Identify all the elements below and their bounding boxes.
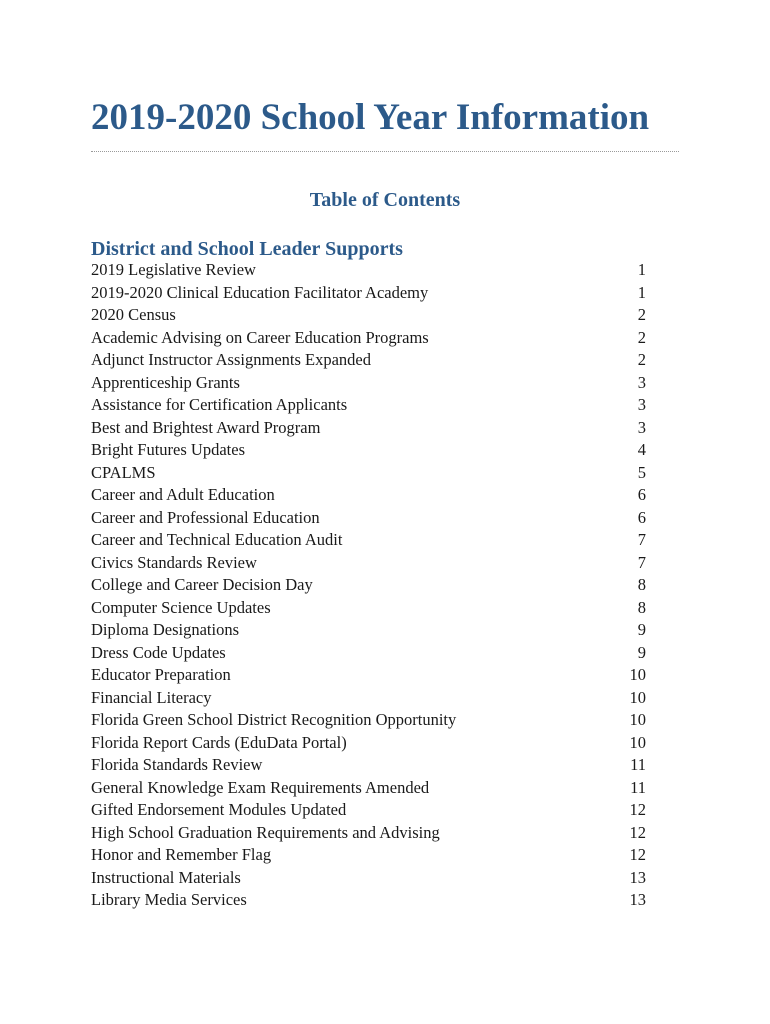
toc-entry[interactable] — [91, 484, 646, 507]
toc-entry-page-number: 11 — [630, 777, 646, 797]
toc-entry-label[interactable]: Florida Green School District Recognition Opportunity — [91, 710, 457, 729]
toc-entry-label[interactable]: Gifted Endorsement Modules Updated — [91, 800, 347, 819]
toc-entry[interactable] — [91, 349, 646, 372]
toc-entry-label[interactable]: Computer Science Updates — [91, 597, 271, 617]
toc-entry-label[interactable]: Florida Standards Review — [91, 755, 263, 774]
toc-heading: Table of Contents — [309, 189, 461, 211]
toc-entry-page-number: 10 — [629, 687, 646, 707]
toc-entry-page-number: 8 — [637, 575, 646, 594]
toc-entry-page-number: 3 — [637, 395, 646, 414]
toc-entry-label[interactable]: Educator Preparation — [91, 665, 231, 684]
toc-entry[interactable] — [91, 889, 646, 912]
toc-entry[interactable] — [91, 619, 646, 642]
toc-entry[interactable] — [91, 327, 646, 350]
toc-entry-label[interactable]: Library Media Services — [91, 890, 247, 909]
toc-entry[interactable] — [91, 507, 646, 530]
toc-entry-page-number: 2 — [637, 350, 646, 369]
toc-entry-label[interactable]: Florida Report Cards (EduData Portal) — [91, 732, 347, 752]
toc-entry-label[interactable]: Best and Brightest Award Program — [91, 417, 321, 437]
toc-entry-page-number: 5 — [637, 462, 646, 482]
toc-entry-label[interactable]: Career and Technical Education Audit — [91, 530, 343, 549]
toc-entry-label[interactable]: 2019-2020 Clinical Education Facilitator Academy — [91, 282, 429, 302]
toc-entry-page-number: 12 — [629, 822, 646, 842]
toc-entry-page-number: 1 — [637, 260, 646, 279]
toc-entry[interactable] — [91, 754, 646, 777]
toc-entry-page-number: 8 — [637, 597, 646, 617]
toc-entry-page-number: 6 — [637, 485, 646, 504]
toc-entry-label[interactable]: CPALMS — [91, 462, 156, 482]
toc-entry-page-number: 12 — [629, 800, 646, 819]
toc-entry[interactable] — [91, 259, 646, 282]
toc-entry-page-number: 12 — [629, 845, 646, 864]
toc-entry-page-number: 6 — [637, 507, 646, 527]
toc-entry-page-number: 13 — [629, 867, 646, 887]
toc-entry[interactable] — [91, 417, 646, 440]
toc-entry-label[interactable]: High School Graduation Requirements and Advising — [91, 822, 440, 842]
toc-entry-page-number: 9 — [637, 620, 646, 639]
toc-entry-label[interactable]: General Knowledge Exam Requirements Amended — [91, 777, 430, 797]
toc-entry[interactable] — [91, 777, 646, 800]
toc-entry-label[interactable]: Academic Advising on Career Education Programs — [91, 327, 429, 347]
toc-entry-label[interactable]: Adjunct Instructor Assignments Expanded — [91, 350, 372, 369]
toc-entry-label[interactable]: Career and Adult Education — [91, 485, 275, 504]
toc-entry[interactable] — [91, 709, 646, 732]
toc-entry-page-number: 3 — [637, 372, 646, 392]
toc-entry[interactable] — [91, 687, 646, 710]
toc-entry-page-number: 10 — [629, 710, 646, 729]
toc-entry-label[interactable]: Assistance for Certification Applicants — [91, 395, 348, 414]
toc-entry[interactable] — [91, 574, 646, 597]
toc-entry-page-number: 9 — [637, 642, 646, 662]
toc-entry-page-number: 7 — [637, 530, 646, 549]
title-divider — [91, 151, 679, 152]
toc-entry[interactable] — [91, 529, 646, 552]
toc-entry-page-number: 10 — [629, 665, 646, 684]
section-heading[interactable]: District and School Leader Supports — [91, 238, 403, 260]
toc-entry[interactable] — [91, 844, 646, 867]
toc-entry-page-number: 2 — [637, 327, 646, 347]
toc-entry-page-number: 1 — [637, 282, 646, 302]
toc-entry[interactable] — [91, 597, 646, 620]
toc-entry-label[interactable]: 2020 Census — [91, 305, 176, 324]
toc-entry[interactable] — [91, 282, 646, 305]
toc-entry-label[interactable]: Apprenticeship Grants — [91, 372, 240, 392]
toc-entry[interactable] — [91, 642, 646, 665]
toc-entry[interactable] — [91, 372, 646, 395]
toc-entry-page-number: 2 — [637, 305, 646, 324]
toc-entry[interactable] — [91, 552, 646, 575]
toc-entry[interactable] — [91, 462, 646, 485]
toc-entry[interactable] — [91, 867, 646, 890]
toc-entry-label[interactable]: Civics Standards Review — [91, 552, 257, 572]
toc-entry-label[interactable]: Financial Literacy — [91, 687, 212, 707]
toc-entry[interactable] — [91, 439, 646, 462]
toc-entry-label[interactable]: Dress Code Updates — [91, 642, 226, 662]
toc-entry-label[interactable]: Instructional Materials — [91, 867, 241, 887]
toc-entry[interactable] — [91, 822, 646, 845]
toc-entry-page-number: 7 — [637, 552, 646, 572]
toc-entry-label[interactable]: Honor and Remember Flag — [91, 845, 272, 864]
toc-entry-label[interactable]: 2019 Legislative Review — [91, 260, 256, 279]
toc-entry[interactable] — [91, 394, 646, 417]
toc-entry-label[interactable]: College and Career Decision Day — [91, 575, 313, 594]
toc-entry-page-number: 3 — [637, 417, 646, 437]
toc-entry[interactable] — [91, 304, 646, 327]
toc-entry-page-number: 4 — [637, 440, 646, 459]
toc-entry-page-number: 10 — [629, 732, 646, 752]
toc-entry-page-number: 13 — [629, 890, 646, 909]
toc-entry-label[interactable]: Diploma Designations — [91, 620, 240, 639]
toc-entry[interactable] — [91, 732, 646, 755]
toc-entry-label[interactable]: Career and Professional Education — [91, 507, 320, 527]
document-title: 2019-2020 School Year Information — [91, 97, 650, 138]
toc-entry[interactable] — [91, 799, 646, 822]
toc-entry[interactable] — [91, 664, 646, 687]
toc-entry-label[interactable]: Bright Futures Updates — [91, 440, 245, 459]
toc-list — [91, 259, 646, 912]
toc-entry-page-number: 11 — [630, 755, 646, 774]
